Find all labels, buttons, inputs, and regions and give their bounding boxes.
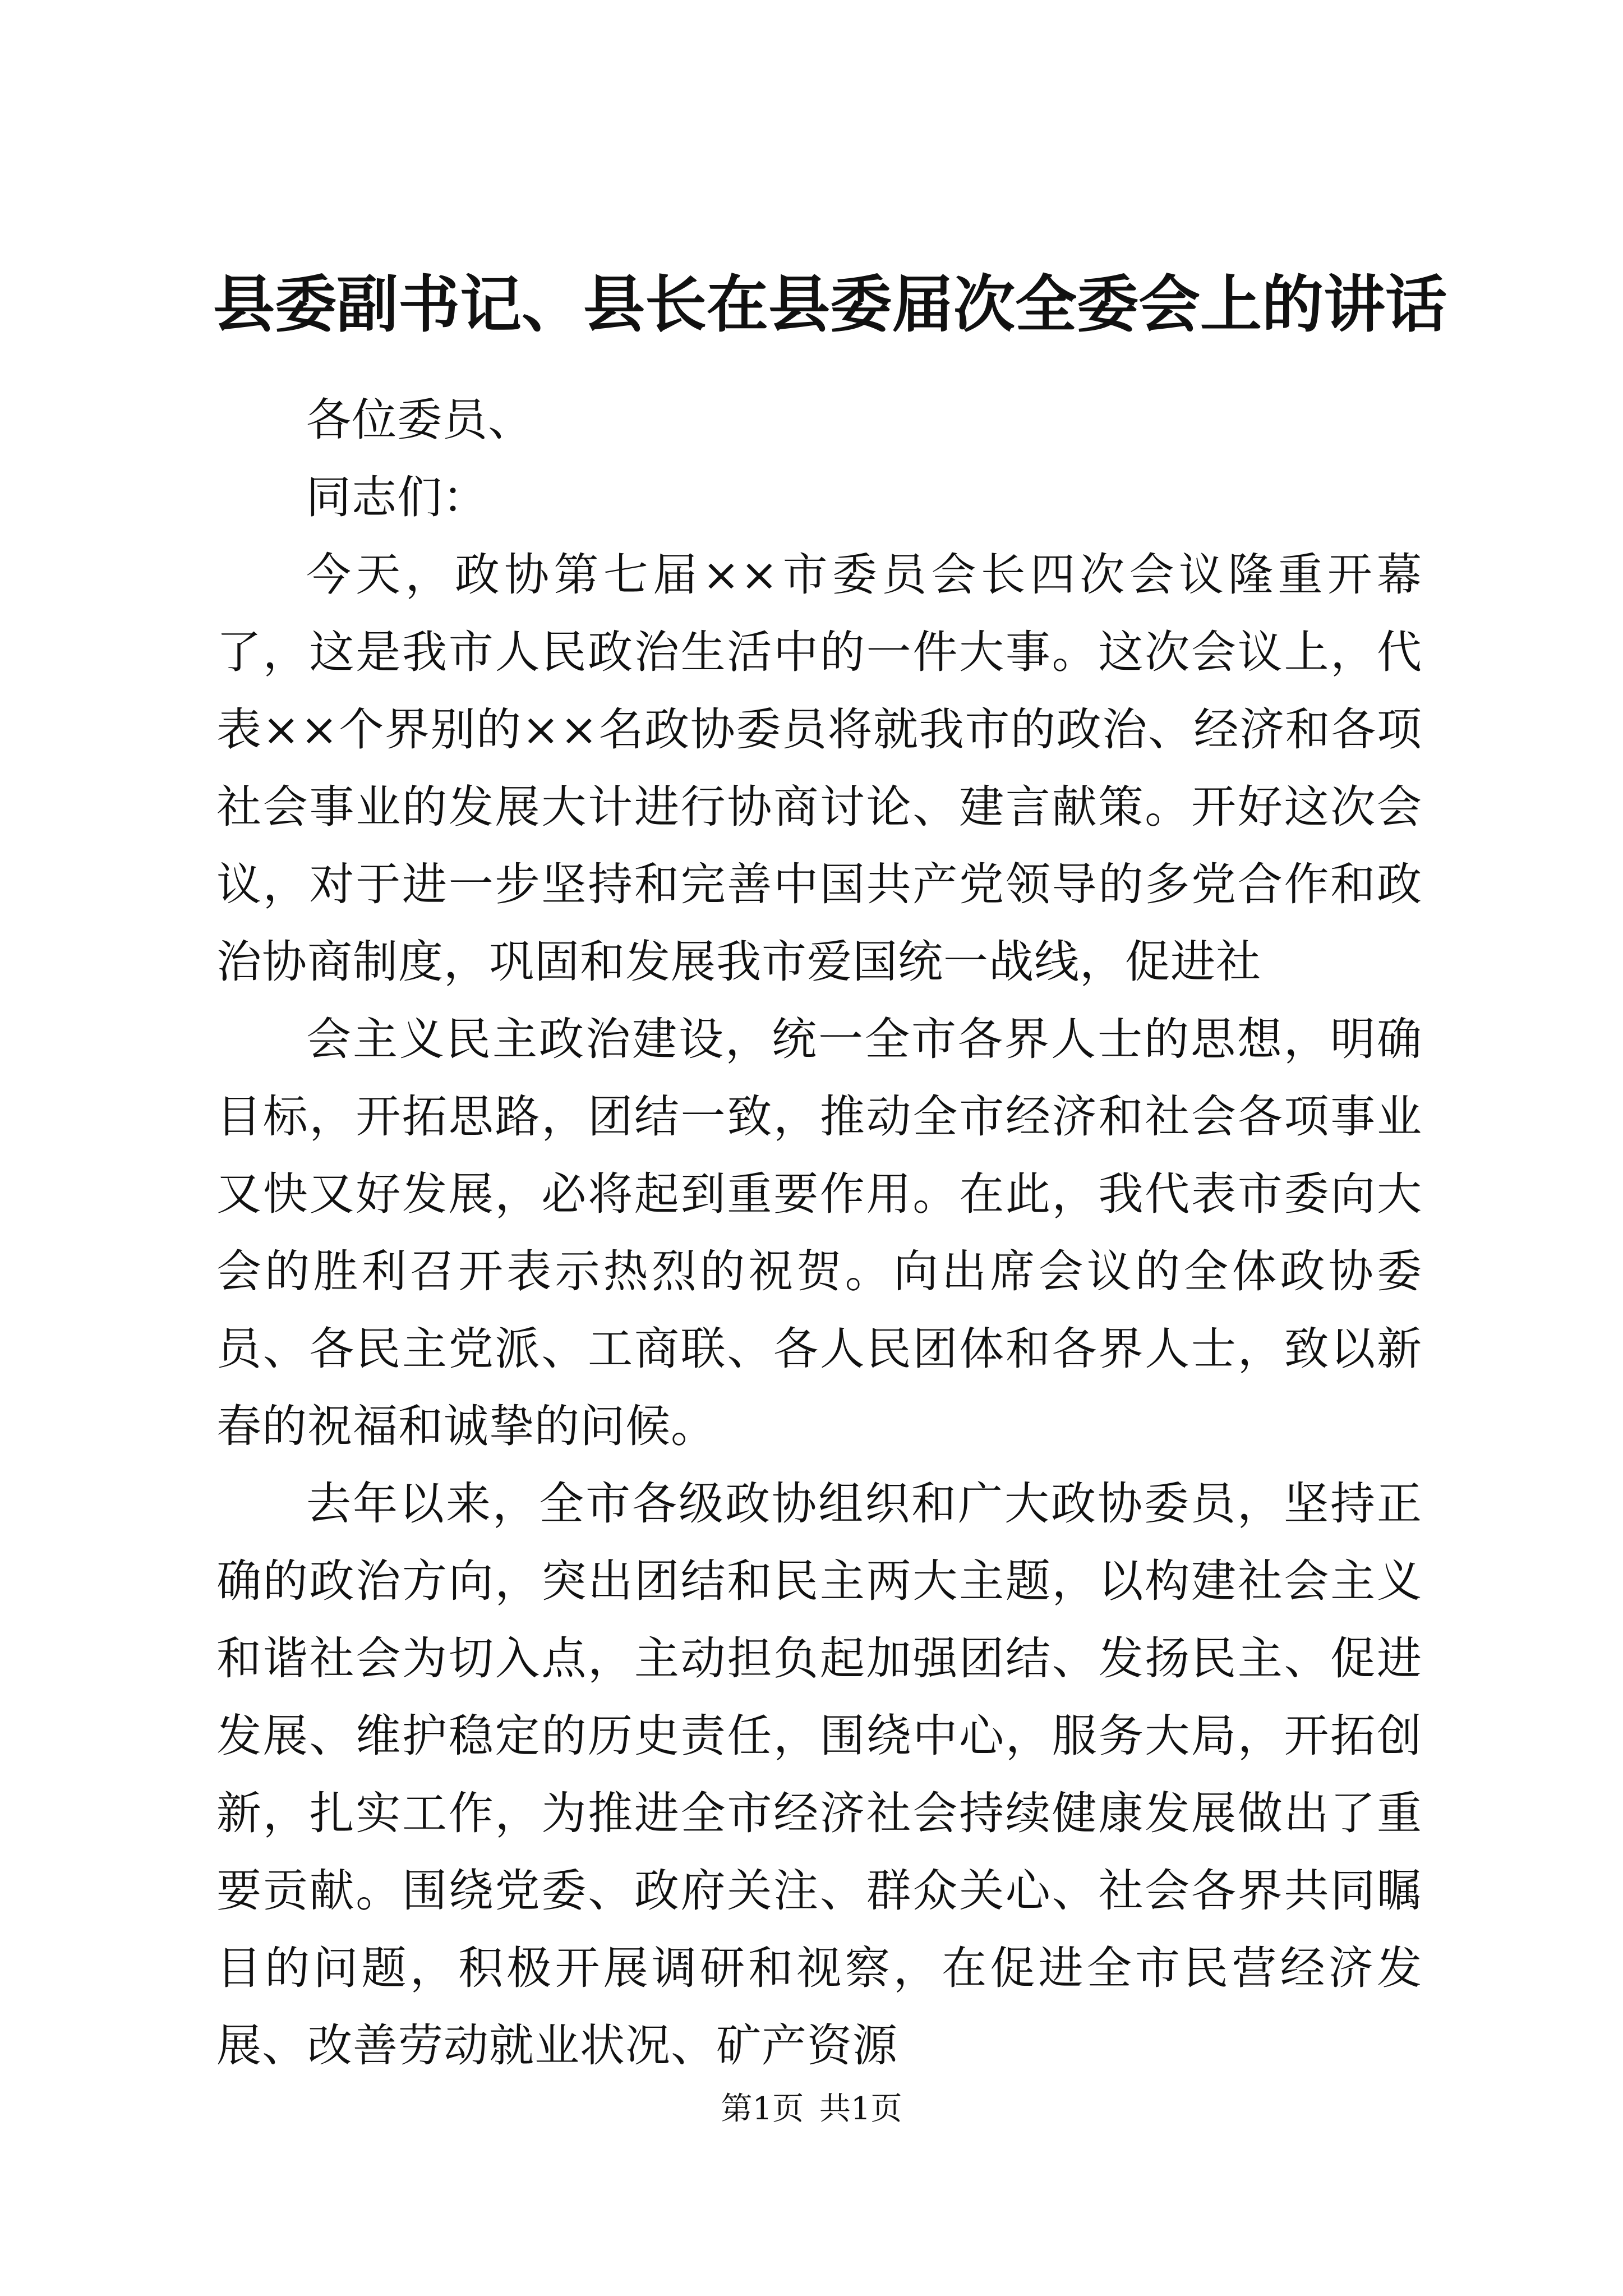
body-paragraph: 去年以来，全市各级政协组织和广大政协委员，坚持正确的政治方向，突出团结和民主两大主题，以构建社会主义和谐社会为切入点，主动担负起加强团结、发扬民主、促进发展、维护稳定的历史责任，围绕中心，服务大局，开拓创新，扎实工作，为推进全市经济社会持续健康发展做出了重要贡献。围绕党委、政府关注、群众关心、社会各界共同瞩目的问题，积极开展调研和视察，在促进全市民营经济发展、改善劳动就业状况、矿产资源 bbox=[216, 1478, 1422, 2072]
body-paragraph: 会主义民主政治建设，统一全市各界人士的思想，明确目标，开拓思路，团结一致，推动全市经济和社会各项事业又快又好发展，必将起到重要作用。在此，我代表市委向大会的胜利召开表示热烈的祝贺。向出席会议的全体政协委员、各民主党派、工商联、各人民团体和各界人士，致以新春的祝福和诚挚的问候。 bbox=[216, 1013, 1422, 1452]
body-paragraph: 今天，政协第七届××市委员会长四次会议隆重开幕了，这是我市人民政治生活中的一件大事。这次会议上，代表××个界别的××名政协委员将就我市的政治、经济和各项社会事业的发展大计进行协商讨论、建言献策。开好这次会议，对于进一步坚持和完善中国共产党领导的多党合作和政治协商制度，巩固和发展我市爱国统一战线，促进社 bbox=[216, 549, 1422, 988]
document-title: 县委副书记、县长在县委届次全委会上的讲话 bbox=[213, 268, 1447, 341]
document-body bbox=[216, 381, 1422, 2085]
salutation-line: 各位委员、 bbox=[306, 394, 533, 446]
page-footer: 第1页 共1页 bbox=[721, 2091, 902, 2127]
salutation-line: 同志们： bbox=[306, 471, 488, 523]
